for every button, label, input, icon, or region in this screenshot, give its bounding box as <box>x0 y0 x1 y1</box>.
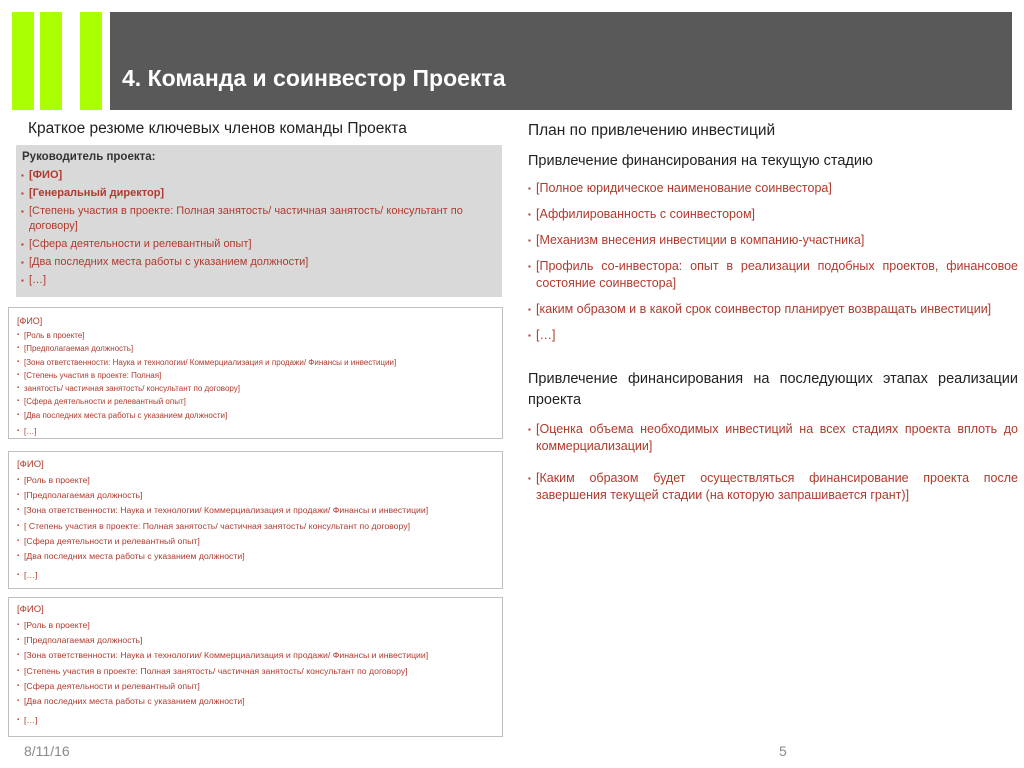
member-item: ▪ [Предполагаемая должность] <box>17 342 492 355</box>
member-item: ▪ [Сфера деятельности и релевантный опыт] <box>17 395 492 408</box>
member-item: ▪ [Два последних места работы с указанием должности] <box>17 549 492 564</box>
member-item: ▪ [Роль в проекте] <box>17 329 492 342</box>
team-member-card <box>8 597 503 737</box>
member-item: ▪ [ Степень участия в проекте: Полная занятость/ частичная занятость/ консультант по договору] <box>17 519 492 534</box>
member-name: [ФИО] <box>17 604 44 615</box>
leader-item: ▪ [Степень участия в проекте: Полная занятость/ частичная занятость/ консультант по договору] <box>21 204 491 234</box>
leader-item: ▪ [Два последних места работы с указанием должности] <box>21 255 491 270</box>
member-item: ▪ занятость/ частичная занятость/ консультант по договору] <box>17 382 492 395</box>
current-stage-item: ▪ [каким образом и в какой срок соинвестор планирует возвращать инвестиции] <box>528 301 1018 318</box>
member-item: ▪ [Степень участия в проекте: Полная] <box>17 369 492 382</box>
leader-items <box>21 168 491 291</box>
leader-item: ▪ […] <box>21 273 491 288</box>
member-item: ▪ [Зона ответственности: Наука и технологии/ Коммерциализация и продажи/ Финансы и инвестиции] <box>17 648 492 663</box>
member-items <box>17 473 492 583</box>
current-stage-title: Привлечение финансирования на текущую стадию <box>528 153 873 169</box>
next-stages-title: Привлечение финансирования на последующих этапах реализации проекта <box>528 371 1018 408</box>
page-title: 4. Команда и соинвестор Проекта <box>122 65 506 91</box>
member-name: [ФИО] <box>17 316 43 326</box>
member-item: ▪ […] <box>17 713 492 728</box>
team-member-card <box>8 307 503 439</box>
member-name: [ФИО] <box>17 459 44 470</box>
leader-item: ▪ [Генеральный директор] <box>21 186 491 201</box>
member-item: ▪ [Предполагаемая должность] <box>17 633 492 648</box>
footer-date: 8/11/16 <box>24 743 70 759</box>
member-item: ▪ [Степень участия в проекте: Полная занятость/ частичная занятость/ консультант по договору] <box>17 664 492 679</box>
current-stage-item: ▪ [Полное юридическое наименование соинвестора] <box>528 180 1018 197</box>
member-item: ▪ [Два последних места работы с указанием должности] <box>17 409 492 422</box>
member-item: ▪ [Сфера деятельности и релевантный опыт] <box>17 534 492 549</box>
current-stage-item: ▪ [Профиль со-инвестора: опыт в реализации подобных проектов, финансовое состояние соинвестора] <box>528 258 1018 292</box>
page-number: 5 <box>779 743 787 759</box>
next-stage-item: ▪ [Оценка объема необходимых инвестиций на всех стадиях проекта вплоть до коммерциализации] <box>528 421 1018 455</box>
member-item: ▪ […] <box>17 568 492 583</box>
member-item: ▪ [Роль в проекте] <box>17 618 492 633</box>
member-item: ▪ [Зона ответственности: Наука и технологии/ Коммерциализация и продажи/ Финансы и инвестиции] <box>17 503 492 518</box>
next-stage-item: ▪ [Каким образом будет осуществляться финансирование проекта после завершения текущей стадии (на которую запрашивается грант)] <box>528 470 1018 504</box>
current-stage-item: ▪ [Механизм внесения инвестиции в компанию-участника] <box>528 232 1018 249</box>
leader-item: ▪ [ФИО] <box>21 168 491 183</box>
accent-bars <box>12 12 108 110</box>
title-bar <box>110 12 1012 110</box>
member-item: ▪ [Сфера деятельности и релевантный опыт] <box>17 679 492 694</box>
accent-bar <box>40 12 62 110</box>
current-stage-item: ▪ [Аффилированность с соинвестором] <box>528 206 1018 223</box>
member-item: ▪ [Зона ответственности: Наука и технологии/ Коммерциализация и продажи/ Финансы и инвестиции] <box>17 356 492 369</box>
accent-bar <box>80 12 102 110</box>
next-stages-items <box>528 421 1018 513</box>
member-item: ▪ [Два последних места работы с указанием должности] <box>17 694 492 709</box>
member-items <box>17 329 492 438</box>
member-items <box>17 618 492 728</box>
accent-bar <box>12 12 34 110</box>
team-member-card <box>8 451 503 589</box>
leader-item: ▪ [Сфера деятельности и релевантный опыт] <box>21 237 491 252</box>
project-leader-card <box>16 145 502 297</box>
investment-plan-heading: План по привлечению инвестиций <box>528 122 776 139</box>
current-stage-item: ▪ […] <box>528 327 1018 344</box>
current-stage-items <box>528 180 1018 353</box>
member-item: ▪ [Предполагаемая должность] <box>17 488 492 503</box>
team-section-heading: Краткое резюме ключевых членов команды Проекта <box>28 120 407 137</box>
member-item: ▪ […] <box>17 425 492 438</box>
leader-card-title: Руководитель проекта: <box>22 151 156 163</box>
member-item: ▪ [Роль в проекте] <box>17 473 492 488</box>
